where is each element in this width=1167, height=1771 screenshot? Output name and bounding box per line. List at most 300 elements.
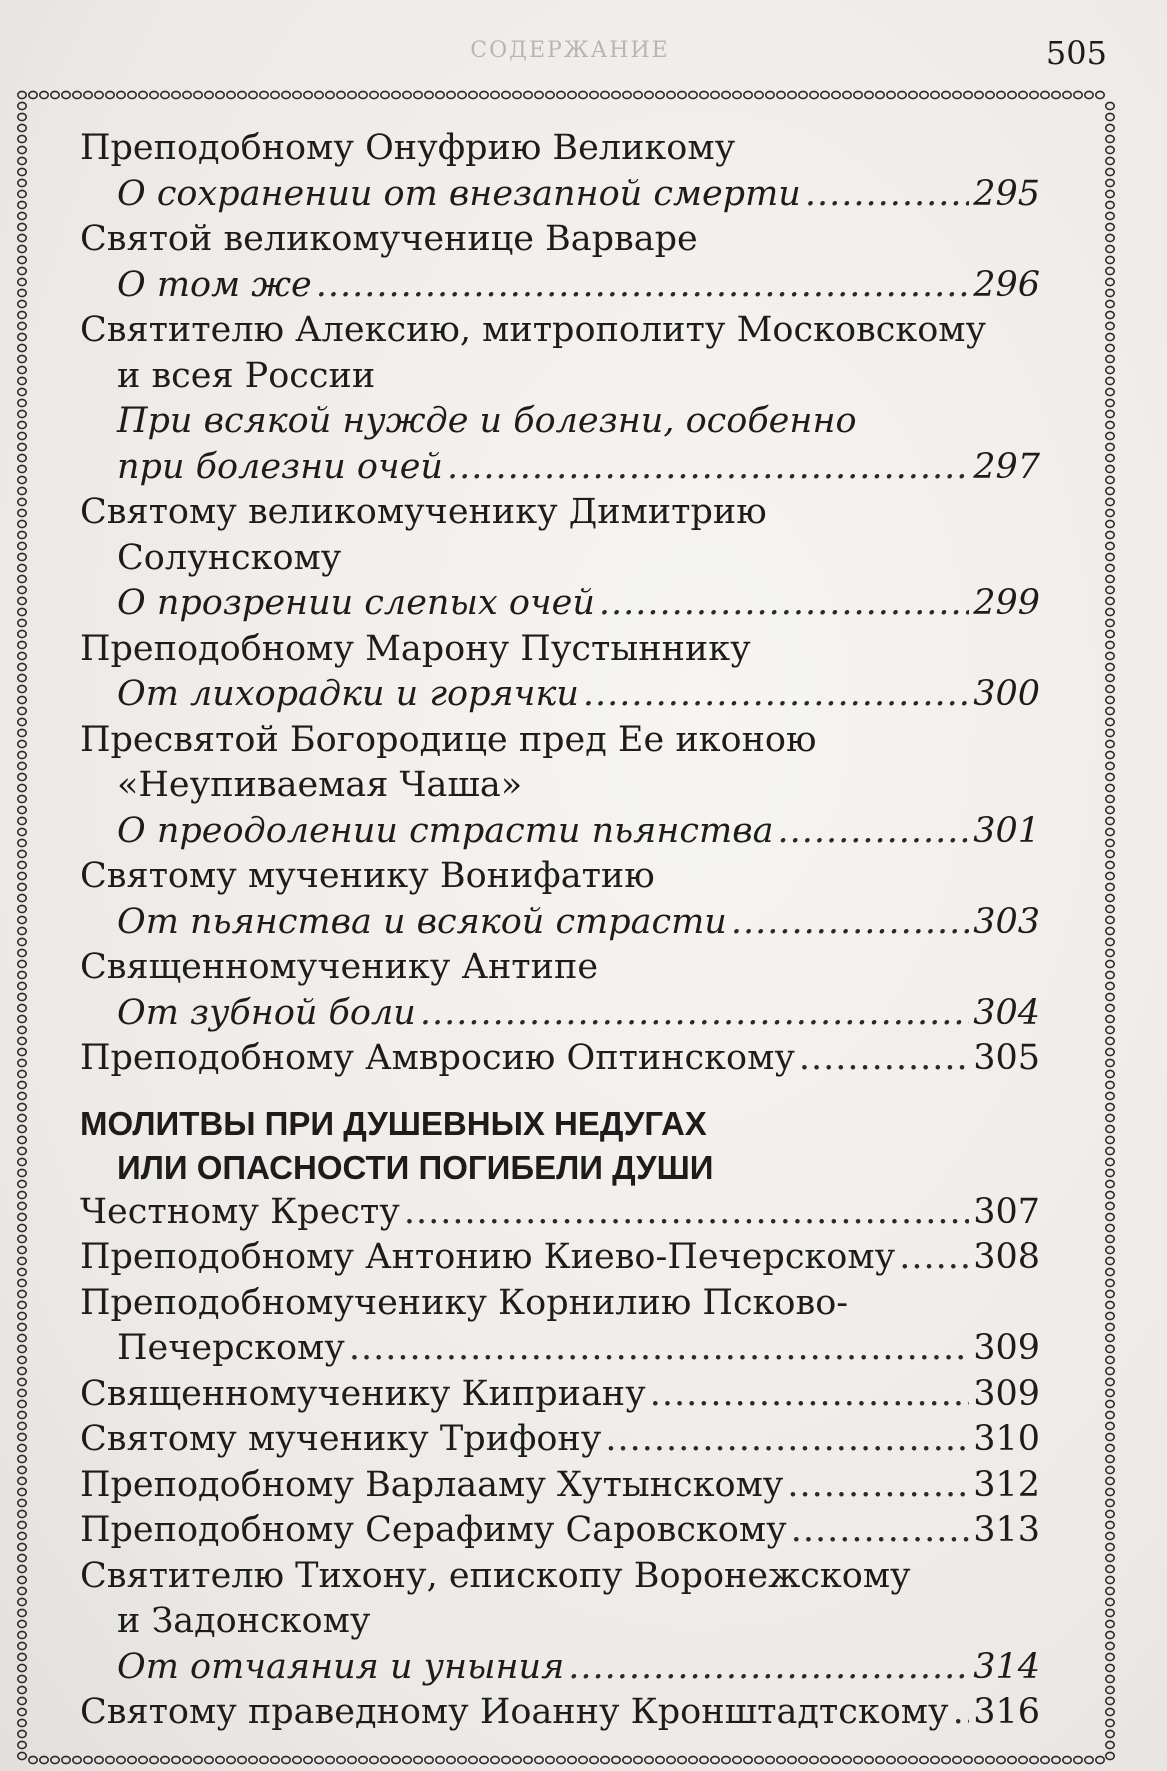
toc-entry-title: Святителю Алексию, митрополиту Московскому [80,310,987,350]
border-ring-right [1106,234,1114,241]
border-ring-left [18,1653,26,1660]
border-ring-left [18,454,26,461]
border-ring-bottom [733,1756,741,1763]
border-ring-left [18,135,26,142]
border-ring-left [18,102,26,109]
border-ring-left [18,1642,26,1649]
border-ring-top [601,91,609,98]
border-ring-left [18,443,26,450]
border-ring-left [18,124,26,131]
border-ring-bottom [227,1756,235,1763]
border-ring-left [18,1455,26,1462]
toc-entry-title: Святому мученику Трифону [80,1419,602,1459]
toc-entry-subtitle: От пьянства и всякой страсти [117,901,727,942]
border-ring-top [315,91,323,98]
border-ring-top [744,91,752,98]
border-ring-right [1106,146,1114,153]
border-ring-left [18,1609,26,1616]
toc-entry[interactable] [80,1508,1040,1554]
border-ring-left [18,1213,26,1220]
toc-entry-title: и Задонскому [117,1601,371,1641]
border-ring-right [1106,949,1114,956]
dot-leader [791,1508,969,1554]
border-ring-right [1106,1301,1114,1308]
border-ring-right [1106,696,1114,703]
table-of-contents [80,126,1040,1736]
border-ring-right [1106,1543,1114,1550]
border-ring-left [18,938,26,945]
border-ring-top [282,91,290,98]
border-ring-right [1106,1026,1114,1033]
toc-page-number: 308 [973,1237,1040,1277]
border-ring-top [667,91,675,98]
border-ring-right [1106,1081,1114,1088]
border-ring-bottom [942,1756,950,1763]
border-ring-top [370,91,378,98]
border-ring-bottom [1052,1756,1060,1763]
border-ring-right [1106,520,1114,527]
border-ring-left [18,1323,26,1330]
border-ring-top [546,91,554,98]
border-ring-left [18,113,26,120]
border-ring-left [18,1235,26,1242]
border-ring-right [1106,1290,1114,1297]
border-ring-top [436,91,444,98]
border-ring-right [1106,817,1114,824]
border-ring-bottom [480,1756,488,1763]
border-ring-left [18,1565,26,1572]
border-ring-right [1106,1158,1114,1165]
toc-entry[interactable] [80,217,1040,308]
border-ring-top [656,91,664,98]
border-ring-bottom [755,1756,763,1763]
border-ring-bottom [260,1756,268,1763]
border-ring-right [1106,927,1114,934]
border-ring-right [1106,1323,1114,1330]
border-ring-left [18,245,26,252]
toc-page-number: 307 [973,1191,1040,1232]
border-ring-left [18,1620,26,1627]
toc-entry-title: Святой великомученице Варваре [80,219,698,259]
border-ring-left [18,1543,26,1550]
border-ring-right [1106,1268,1114,1275]
border-ring-right [1106,1389,1114,1396]
toc-entry[interactable] [80,1463,1040,1509]
border-ring-left [18,1675,26,1682]
border-ring-top [557,91,565,98]
border-ring-left [18,1521,26,1528]
border-ring-right [1106,1103,1114,1110]
border-ring-left [18,707,26,714]
border-ring-top [964,91,972,98]
toc-page-number: 309 [973,1373,1040,1414]
border-ring-top [1096,91,1104,98]
page-number: 505 [1045,34,1107,72]
toc-entry-title: Святому мученику Вонифатию [80,856,655,896]
border-ring-right [1106,1048,1114,1055]
border-ring-right [1106,1037,1114,1044]
dot-leader [568,1645,969,1691]
border-ring-right [1106,1741,1114,1748]
border-ring-right [1106,839,1114,846]
border-ring-bottom [678,1756,686,1763]
border-ring-left [18,1411,26,1418]
border-ring-left [18,817,26,824]
dot-leader [605,1417,969,1463]
toc-page-number: 301 [973,810,1040,851]
toc-line [80,308,1040,354]
border-ring-right [1106,1488,1114,1495]
toc-entry-subtitle: При всякой нужде и болезни, особенно [117,401,857,441]
toc-page-number: 299 [973,583,1040,623]
border-ring-left [18,1070,26,1077]
border-ring-bottom [359,1756,367,1763]
toc-entry-subtitle: От зубной боли [117,992,416,1033]
toc-line [80,1036,1040,1082]
border-ring-right [1106,1664,1114,1671]
toc-line [80,126,1040,172]
border-ring-top [975,91,983,98]
border-ring-top [876,91,884,98]
border-ring-right [1106,729,1114,736]
toc-entry-title: Преподобному Онуфрию Великому [80,128,736,168]
toc-entry-title: Преподобному Марону Пустыннику [80,628,751,669]
border-ring-bottom [986,1756,994,1763]
border-ring-top [942,91,950,98]
border-ring-right [1106,982,1114,989]
border-ring-left [18,685,26,692]
border-ring-bottom [1074,1756,1082,1763]
border-ring-left [18,1367,26,1374]
border-ring-left [18,157,26,164]
border-ring-left [18,1169,26,1176]
toc-entry[interactable] [80,1036,1040,1082]
border-ring-right [1106,432,1114,439]
toc-entry[interactable] [80,1690,1040,1736]
toc-entry-subtitle: От отчаяния и уныния [117,1646,565,1687]
border-ring-bottom [425,1756,433,1763]
border-ring-left [18,729,26,736]
border-ring-top [392,91,400,98]
border-ring-top [40,91,48,98]
border-ring-bottom [304,1756,312,1763]
toc-line [80,536,1040,582]
border-ring-left [18,1246,26,1253]
border-ring-top [1030,91,1038,98]
border-ring-bottom [953,1756,961,1763]
border-ring-top [84,91,92,98]
section-heading [80,1102,1040,1190]
border-ring-top [689,91,697,98]
border-ring-left [18,190,26,197]
border-ring-left [18,960,26,967]
border-ring-top [722,91,730,98]
border-ring-top [414,91,422,98]
toc-entry-title: Преподобному Антонию Киево-Печерскому [80,1237,896,1277]
border-ring-top [997,91,1005,98]
border-ring-right [1106,652,1114,659]
border-ring-left [18,1037,26,1044]
border-ring-left [18,1103,26,1110]
border-ring-right [1106,476,1114,483]
border-ring-bottom [370,1756,378,1763]
border-ring-top [337,91,345,98]
border-ring-bottom [711,1756,719,1763]
toc-entry[interactable] [80,627,1040,718]
border-ring-bottom [656,1756,664,1763]
border-ring-bottom [73,1756,81,1763]
border-ring-top [920,91,928,98]
toc-line [80,399,1040,445]
border-ring-left [18,322,26,329]
border-ring-right [1106,938,1114,945]
border-ring-left [18,1059,26,1066]
border-ring-bottom [337,1756,345,1763]
border-ring-left [18,1026,26,1033]
border-ring-top [711,91,719,98]
border-ring-bottom [469,1756,477,1763]
border-ring-bottom [689,1756,697,1763]
toc-entry[interactable] [80,854,1040,945]
toc-line [80,718,1040,764]
border-ring-left [18,1488,26,1495]
border-ring-top [359,91,367,98]
toc-entry[interactable] [80,945,1040,1036]
border-ring-right [1106,1411,1114,1418]
border-ring-left [18,300,26,307]
border-ring-right [1106,542,1114,549]
border-ring-right [1106,124,1114,131]
border-ring-top [645,91,653,98]
border-ring-bottom [1008,1756,1016,1763]
border-ring-right [1106,1202,1114,1209]
toc-entry[interactable] [80,1554,1040,1691]
toc-page-number: 305 [973,1038,1040,1078]
border-ring-left [18,553,26,560]
border-ring-right [1106,1708,1114,1715]
border-ring-left [18,1686,26,1693]
border-ring-right [1106,509,1114,516]
border-ring-right [1106,1697,1114,1704]
border-ring-right [1106,795,1114,802]
border-ring-bottom [458,1756,466,1763]
border-ring-left [18,1378,26,1385]
border-ring-top [700,91,708,98]
toc-line [80,1235,1040,1281]
border-ring-bottom [62,1756,70,1763]
border-ring-right [1106,916,1114,923]
border-ring-left [18,531,26,538]
border-ring-top [887,91,895,98]
border-ring-left [18,1477,26,1484]
border-ring-right [1106,1642,1114,1649]
border-ring-top [95,91,103,98]
toc-line [80,1690,1040,1736]
border-ring-left [18,905,26,912]
border-ring-top [216,91,224,98]
border-ring-bottom [502,1756,510,1763]
border-ring-right [1106,1191,1114,1198]
border-ring-right [1106,1675,1114,1682]
border-ring-left [18,289,26,296]
border-ring-bottom [579,1756,587,1763]
border-ring-left [18,1114,26,1121]
dot-leader [805,172,969,218]
border-ring-top [249,91,257,98]
border-ring-left [18,1334,26,1341]
border-ring-left [18,1312,26,1319]
border-ring-bottom [997,1756,1005,1763]
border-ring-bottom [601,1756,609,1763]
border-ring-bottom [1096,1756,1104,1763]
toc-line [80,172,1040,218]
border-ring-left [18,872,26,879]
toc-entry[interactable] [80,1190,1040,1236]
border-ring-right [1106,1235,1114,1242]
border-ring-bottom [557,1756,565,1763]
toc-entry-subtitle: О прозрении слепых очей [117,583,595,623]
border-ring-left [18,388,26,395]
toc-entry[interactable] [80,126,1040,217]
border-ring-top [590,91,598,98]
border-ring-top [931,91,939,98]
border-ring-left [18,839,26,846]
border-ring-bottom [975,1756,983,1763]
border-ring-top [953,91,961,98]
border-ring-bottom [1085,1756,1093,1763]
border-ring-right [1106,905,1114,912]
border-ring-right [1106,993,1114,1000]
border-ring-bottom [810,1756,818,1763]
border-ring-bottom [667,1756,675,1763]
toc-line [80,490,1040,536]
border-ring-right [1106,168,1114,175]
border-ring-right [1106,1136,1114,1143]
border-ring-top [1019,91,1027,98]
border-ring-right [1106,762,1114,769]
border-ring-right [1106,685,1114,692]
border-ring-left [18,256,26,263]
section-heading-line2: ИЛИ ОПАСНОСТИ ПОГИБЕЛИ ДУШИ [117,1148,714,1186]
border-ring-bottom [29,1756,37,1763]
border-ring-bottom [128,1756,136,1763]
toc-line [80,991,1040,1037]
toc-entry[interactable] [80,308,1040,490]
toc-line [80,445,1040,491]
border-ring-bottom [513,1756,521,1763]
border-ring-right [1106,1433,1114,1440]
toc-entry[interactable] [80,1281,1040,1372]
border-ring-left [18,597,26,604]
border-ring-left [18,1499,26,1506]
border-ring-right [1106,1521,1114,1528]
border-ring-left [18,1576,26,1583]
border-ring-bottom [590,1756,598,1763]
border-ring-top [678,91,686,98]
border-ring-top [260,91,268,98]
border-ring-top [909,91,917,98]
border-ring-left [18,278,26,285]
toc-entry[interactable] [80,1235,1040,1281]
toc-page-number: 296 [973,264,1040,305]
border-ring-bottom [84,1756,92,1763]
toc-page-number: 304 [973,992,1040,1033]
border-ring-right [1106,718,1114,725]
border-ring-right [1106,498,1114,505]
toc-entry[interactable] [80,718,1040,855]
border-ring-right [1106,399,1114,406]
border-ring-bottom [799,1756,807,1763]
border-ring-left [18,146,26,153]
border-ring-bottom [854,1756,862,1763]
border-ring-left [18,168,26,175]
border-ring-right [1106,850,1114,857]
toc-entry-title: Печерскому [117,1328,345,1368]
border-ring-right [1106,1004,1114,1011]
border-ring-left [18,1345,26,1352]
border-ring-left [18,1697,26,1704]
border-ring-left [18,344,26,351]
border-ring-top [568,91,576,98]
toc-line [80,354,1040,400]
border-ring-left [18,795,26,802]
toc-entry[interactable] [80,490,1040,627]
border-ring-top [1063,91,1071,98]
toc-entry[interactable] [80,1417,1040,1463]
border-ring-left [18,674,26,681]
border-ring-bottom [491,1756,499,1763]
border-ring-left [18,1444,26,1451]
border-ring-left [18,1147,26,1154]
dot-leader [599,581,969,627]
border-ring-top [150,91,158,98]
border-ring-right [1106,1576,1114,1583]
toc-entry-subtitle: при болезни очей [117,446,443,487]
border-ring-left [18,1004,26,1011]
border-ring-bottom [271,1756,279,1763]
border-ring-left [18,1268,26,1275]
toc-entry-subtitle: От лихорадки и горячки [117,674,579,714]
border-ring-left [18,179,26,186]
border-ring-bottom [700,1756,708,1763]
border-ring-right [1106,1422,1114,1429]
border-ring-left [18,311,26,318]
toc-line [80,1326,1040,1372]
border-ring-bottom [117,1756,125,1763]
border-ring-top [898,91,906,98]
border-ring-left [18,476,26,483]
border-ring-right [1106,1257,1114,1264]
border-ring-bottom [887,1756,895,1763]
border-ring-right [1106,619,1114,626]
border-ring-bottom [326,1756,334,1763]
toc-line [80,1190,1040,1236]
border-ring-bottom [1063,1756,1071,1763]
border-ring-bottom [40,1756,48,1763]
border-ring-top [788,91,796,98]
border-ring-bottom [238,1756,246,1763]
dot-leader [583,672,969,718]
border-ring-left [18,377,26,384]
border-ring-right [1106,1510,1114,1517]
toc-entry-title: Святому праведному Иоанну Кронштадтскому [80,1692,949,1732]
border-ring-top [51,91,59,98]
toc-line [80,672,1040,718]
border-ring-top [535,91,543,98]
border-ring-right [1106,531,1114,538]
toc-entry[interactable] [80,1372,1040,1418]
dot-leader [731,900,969,946]
